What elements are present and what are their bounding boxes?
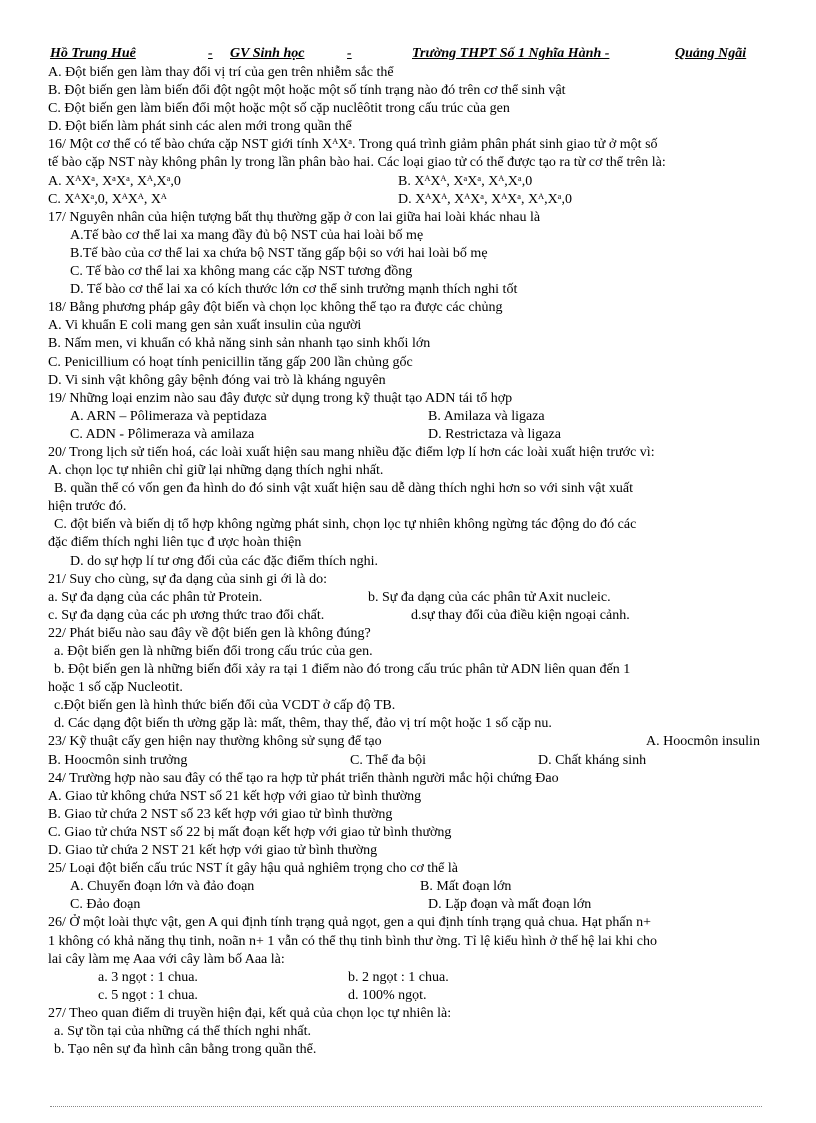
text-line — [48, 317, 790, 335]
line-text: 18/ Bằng phương pháp gây đột biến và chọn lọc không thể tạo ra được các chủng — [48, 300, 503, 316]
line-text: d.sự thay đổi của điều kiện ngoại cảnh. — [411, 607, 630, 623]
text-line — [48, 82, 790, 100]
text-line — [48, 516, 790, 534]
text-line — [48, 842, 790, 860]
line-text: tế bào cặp NST này không phân ly trong lần phân bào hai. Các loại giao tử có thể được tạo ra từ cơ thể trên là: — [48, 155, 666, 171]
header-role: GV Sinh học — [230, 46, 305, 61]
text-line — [48, 806, 790, 824]
line-text: d. Các dạng đột biến th ường gặp là: mất, thêm, thay thế, đảo vị trí một hoặc 1 số cặp nu. — [54, 716, 552, 732]
text-line — [48, 589, 790, 607]
line-text: C. Giao tử chứa NST số 22 bị mất đoạn kết hợp với giao tử bình thường — [48, 824, 452, 840]
text-line — [48, 100, 790, 118]
text-line — [48, 553, 790, 571]
line-text: B. Đột biến gen làm biến đổi đột ngột một hoặc một số tính trạng nào đó trên cơ thể sinh vật — [48, 83, 566, 99]
line-text: A.Tế bào cơ thể lai xa mang đầy đủ bộ NST của hai loài bố mẹ — [70, 227, 424, 243]
text-line — [48, 209, 790, 227]
line-text: C. ADN - Pôlimeraza và amilaza — [70, 426, 255, 442]
line-text: C. Thể đa bội — [350, 752, 426, 768]
line-text: C. Tế bào cơ thể lai xa không mang các cặp NST tương đồng — [70, 264, 413, 280]
line-text: hiện trước đó. — [48, 499, 127, 515]
line-text: D. Restrictaza và ligaza — [428, 426, 561, 442]
text-line — [48, 299, 790, 317]
text-line — [48, 64, 790, 82]
header-separator: - — [347, 46, 352, 61]
text-line — [48, 643, 790, 661]
text-line — [48, 1041, 790, 1059]
line-text: B.Tế bào của cơ thể lai xa chứa bộ NST tăng gấp bội so với hai loài bố mẹ — [70, 245, 488, 261]
text-line — [48, 426, 790, 444]
line-text: C. đột biến và biến dị tổ hợp không ngừng phát sinh, chọn lọc tự nhiên không ngừng tác động do đó các — [54, 517, 637, 533]
text-line — [48, 191, 790, 209]
line-text: A. Vi khuẩn E coli mang gen sản xuất insulin của người — [48, 318, 362, 334]
line-text: đặc điểm thích nghi liên tục đ ược hoàn thiện — [48, 535, 302, 551]
text-line — [48, 498, 790, 516]
text-line — [48, 390, 790, 408]
line-text: a. 3 ngọt : 1 chua. — [98, 969, 198, 985]
line-text: A. ARN – Pôlimeraza và peptidaza — [70, 408, 267, 424]
line-text: 25/ Loại đột biến cấu trúc NST ít gây hậu quả nghiêm trọng cho cơ thể là — [48, 861, 458, 877]
line-text: 1 không có khả năng thụ tinh, noãn n+ 1 vẫn có thể thụ tinh bình thư ờng. Tỉ lệ kiểu hình ở thế hệ lai khi cho — [48, 933, 657, 949]
line-text: D. Đột biến làm phát sinh các alen mới trong quần thể — [48, 119, 352, 135]
text-line — [48, 480, 790, 498]
line-text: B. Mất đoạn lớn — [420, 879, 512, 895]
line-text: c. 5 ngọt : 1 chua. — [98, 987, 198, 1003]
text-line — [48, 969, 790, 987]
text-line — [48, 788, 790, 806]
line-text: D. do sự hợp lí tư ơng đối của các đặc điểm thích nghi. — [70, 553, 378, 569]
line-text: 26/ Ở một loài thực vật, gen A qui định tính trạng quả ngọt, gen a qui định tính trạng quả chua. Hạt phấn n+ — [48, 915, 651, 931]
line-text: a. Sự đa dạng của các phân tử Protein. — [48, 589, 263, 605]
text-line — [48, 354, 790, 372]
line-text: b. Tạo nên sự đa hình cân bằng trong quần thể. — [54, 1042, 317, 1058]
text-line — [48, 752, 790, 770]
text-line — [48, 625, 790, 643]
line-text: C. Đảo đoạn — [70, 897, 141, 913]
line-text: 17/ Nguyên nhân của hiện tượng bất thụ thường gặp ở con lai giữa hai loài khác nhau là — [48, 209, 541, 225]
header-author: Hồ Trung Huê — [50, 46, 136, 61]
text-line — [48, 1005, 790, 1023]
text-line — [48, 571, 790, 589]
line-text: B. Hoocmôn sinh trưởng — [48, 752, 188, 768]
text-line — [48, 263, 790, 281]
text-line — [48, 408, 790, 426]
line-text: D. Chất kháng sinh — [538, 752, 647, 768]
text-line — [48, 733, 790, 751]
line-text: A. chọn lọc tự nhiên chỉ giữ lại những dạng thích nghi nhất. — [48, 463, 384, 479]
text-line — [48, 173, 790, 191]
line-text: D. Tế bào cơ thể lai xa có kích thước lớn cơ thể sinh trưởng mạnh thích nghi tốt — [70, 282, 518, 298]
text-line — [48, 715, 790, 733]
line-text: A. Hoocmôn insulin — [646, 734, 760, 750]
line-text: C. Đột biến gen làm biến đổi một hoặc một số cặp nuclêôtit trong cấu trúc của gen — [48, 101, 510, 117]
line-text: D. Lặp đoạn và mất đoạn lớn — [428, 897, 592, 913]
text-line — [48, 679, 790, 697]
text-line — [48, 372, 790, 390]
line-text: B. XᴬXᴬ, XᵃXᵃ, Xᴬ,Xᵃ,0 — [398, 173, 533, 189]
line-text: c.Đột biến gen là hình thức biến đổi của VCDT ở cấp độ TB. — [54, 698, 396, 714]
header-separator: - — [208, 46, 213, 61]
text-line — [48, 951, 790, 969]
line-text: C. Penicillium có hoạt tính penicillin tăng gấp 200 lần chủng gốc — [48, 354, 413, 370]
text-line — [48, 896, 790, 914]
header-province: Quảng Ngãi — [675, 46, 747, 61]
text-line — [48, 770, 790, 788]
text-line — [48, 824, 790, 842]
text-line — [48, 860, 790, 878]
line-text: 23/ Kỹ thuật cấy gen hiện nay thường không sử sụng để tạo — [48, 734, 382, 750]
line-text: d. 100% ngọt. — [348, 987, 427, 1003]
line-text: D. Vi sinh vật không gây bệnh đóng vai trò là kháng nguyên — [48, 372, 386, 388]
text-line — [48, 1023, 790, 1041]
line-text: 20/ Trong lịch sử tiến hoá, các loài xuất hiện sau mang nhiều đặc điểm lợp lí hơn các loài xuất hiện trước vì: — [48, 444, 655, 460]
line-text: b. 2 ngọt : 1 chua. — [348, 969, 449, 985]
page-header — [50, 46, 762, 66]
text-line — [48, 878, 790, 896]
line-text: D. Giao tử chứa 2 NST 21 kết hợp với giao tử bình thường — [48, 843, 378, 859]
line-text: A. XᴬXᵃ, XᵃXᵃ, Xᴬ,Xᵃ,0 — [48, 173, 181, 189]
text-line — [48, 607, 790, 625]
line-text: b. Đột biến gen là những biến đổi xảy ra tại 1 điểm nào đó trong cấu trúc phân tử ADN liên quan đến 1 — [54, 662, 631, 678]
line-text: 21/ Suy cho cùng, sự đa dạng của sinh gi ới là do: — [48, 571, 328, 587]
text-line — [48, 118, 790, 136]
line-text: A. Chuyển đoạn lớn và đảo đoạn — [70, 879, 255, 895]
text-line — [48, 914, 790, 932]
line-text: 16/ Một cơ thể có tế bào chứa cặp NST giới tính XᴬXᵃ. Trong quá trình giảm phân phát sinh giao tử ở một số — [48, 137, 658, 153]
text-line — [48, 281, 790, 299]
text-line — [48, 154, 790, 172]
line-text: B. Amilaza và ligaza — [428, 408, 545, 424]
footer-divider — [50, 1106, 762, 1107]
text-line — [48, 444, 790, 462]
line-text: D. XᴬXᴬ, XᴬXᵃ, XᴬXᵃ, Xᴬ,Xᵃ,0 — [398, 191, 573, 207]
text-line — [48, 462, 790, 480]
text-line — [48, 245, 790, 263]
line-text: C. XᴬXᵃ,0, XᴬXᴬ, Xᴬ — [48, 191, 167, 207]
header-school: Trường THPT Số 1 Nghĩa Hành - — [412, 46, 610, 61]
line-text: a. Đột biến gen là những biến đổi trong cấu trúc của gen. — [54, 644, 373, 659]
text-line — [48, 534, 790, 552]
text-line — [48, 697, 790, 715]
text-line — [48, 661, 790, 679]
text-line — [48, 987, 790, 1005]
line-text: B. Giao tử chứa 2 NST số 23 kết hợp với giao tử bình thường — [48, 806, 393, 822]
line-text: b. Sự đa dạng của các phân tử Axit nucleic. — [368, 589, 611, 605]
line-text: 19/ Những loại enzim nào sau đây được sử dụng trong kỹ thuật tạo ADN tái tổ hợp — [48, 390, 513, 406]
line-text: 27/ Theo quan điểm di truyền hiện đại, kết quả của chọn lọc tự nhiên là: — [48, 1005, 452, 1021]
line-text: c. Sự đa dạng của các ph ương thức trao đổi chất. — [48, 607, 325, 623]
text-line — [48, 933, 790, 951]
line-text: hoặc 1 số cặp Nucleotit. — [48, 680, 183, 696]
line-text: B. quần thể có vốn gen đa hình do đó sinh vật xuất hiện sau dễ dàng thích nghi hơn so với sinh vật xuất — [54, 481, 633, 497]
line-text: a. Sự tồn tại của những cá thể thích nghi nhất. — [54, 1023, 312, 1039]
exam-content — [48, 64, 790, 1059]
text-line — [48, 136, 790, 154]
line-text: 24/ Trường hợp nào sau đây có thể tạo ra hợp tử phát triển thành người mắc hội chứng Đao — [48, 770, 559, 786]
line-text: A. Đột biến gen làm thay đổi vị trí của gen trên nhiễm sắc thể — [48, 65, 394, 80]
text-line — [48, 335, 790, 353]
line-text: lai cây làm mẹ Aaa với cây làm bố Aaa là: — [48, 951, 285, 967]
text-line — [48, 227, 790, 245]
line-text: 22/ Phát biểu nào sau đây về đột biến gen là không đúng? — [48, 625, 371, 641]
line-text: B. Nấm men, vi khuẩn có khả năng sinh sản nhanh tạo sinh khối lớn — [48, 336, 431, 352]
line-text: A. Giao tử không chứa NST số 21 kết hợp với giao tử bình thường — [48, 788, 422, 804]
